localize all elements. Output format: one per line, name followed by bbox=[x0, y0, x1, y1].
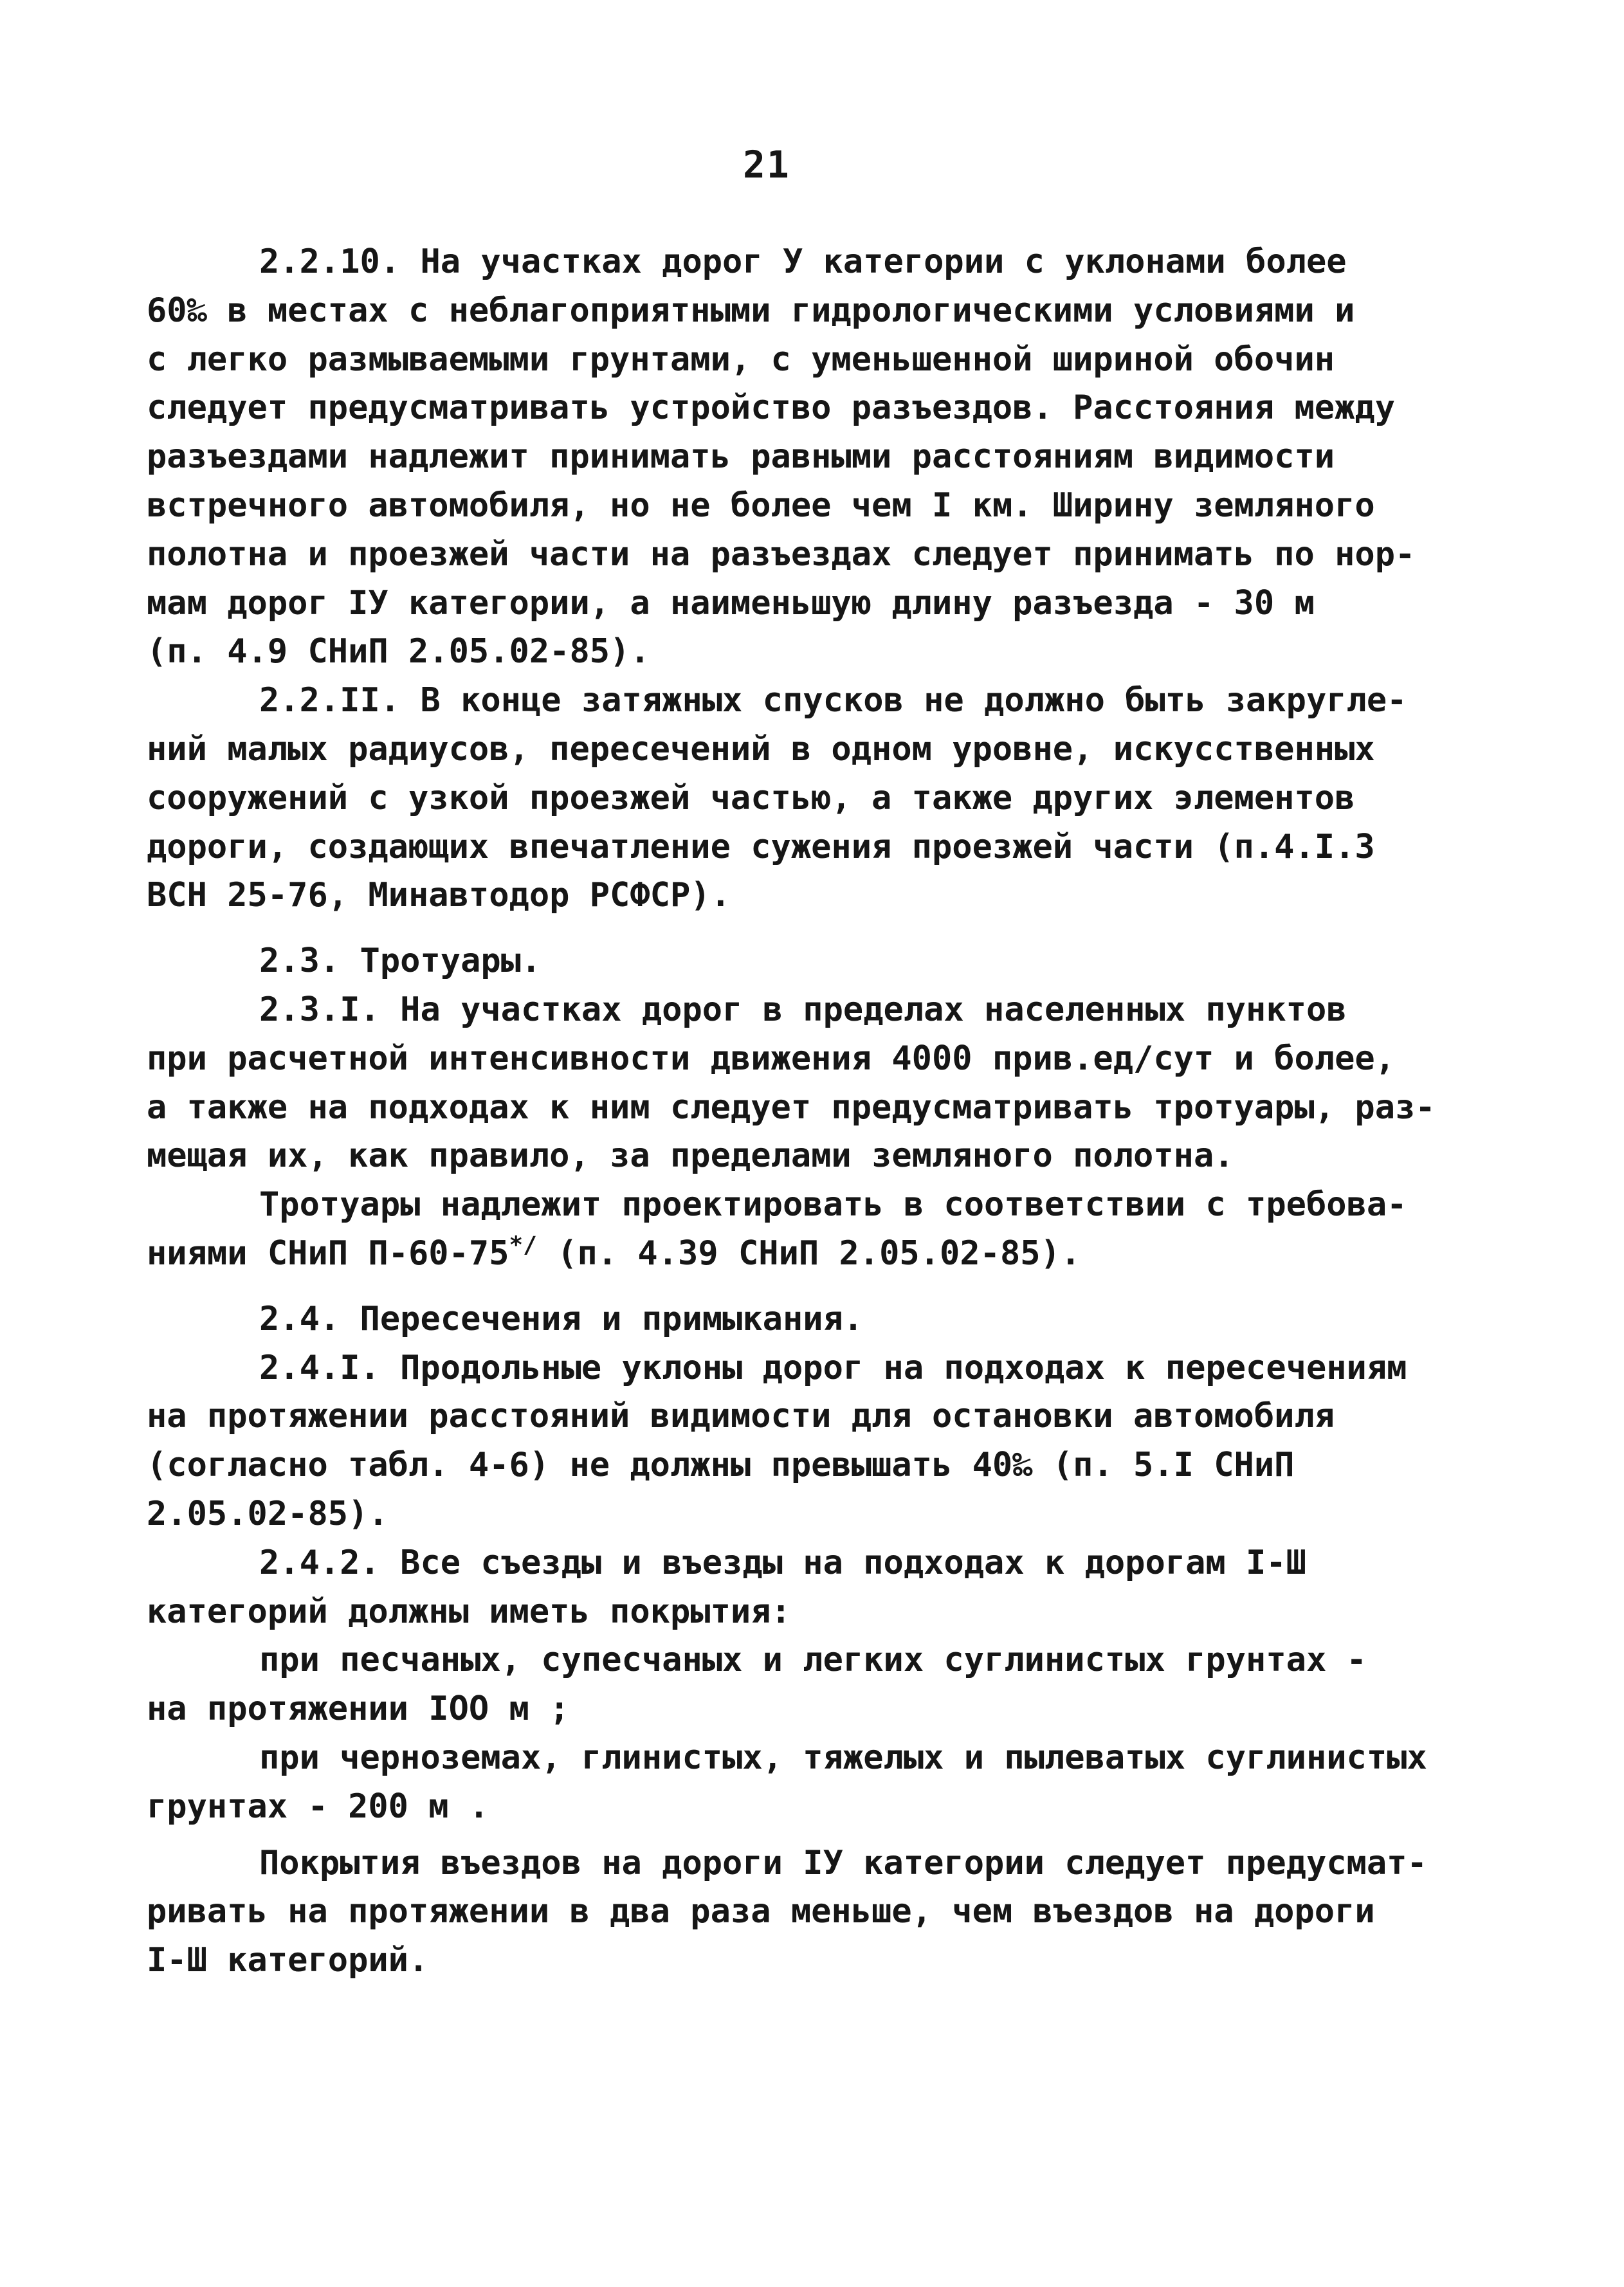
page-number: 21 bbox=[743, 143, 790, 187]
footnote-mark: */ bbox=[509, 1232, 537, 1259]
text-line: Тротуары надлежит проектировать в соответствии с требова- bbox=[259, 1185, 1407, 1225]
text-line: полотна и проезжей части на разъездах следует принимать по нор- bbox=[147, 534, 1416, 574]
text-line: 2.05.02-85). bbox=[147, 1494, 388, 1533]
text-line: при черноземах, глинистых, тяжелых и пылеватых суглинистых bbox=[259, 1738, 1427, 1777]
text-line: (согласно табл. 4-6) не должны превышать 40‰ (п. 5.I СНиП bbox=[147, 1446, 1295, 1485]
text-line: (п. 4.9 СНиП 2.05.02-85). bbox=[147, 632, 650, 671]
text-line: сооружений с узкой проезжей частью, а также других элементов bbox=[147, 778, 1355, 817]
text-line: 2.4.I. Продольные уклоны дорог на подходах к пересечениям bbox=[259, 1348, 1407, 1387]
section-heading: 2.4. Пересечения и примыкания. bbox=[259, 1299, 864, 1338]
text-line: мам дорог IУ категории, а наименьшую длину разъезда - 30 м bbox=[147, 583, 1315, 623]
text-line: встречного автомобиля, но не более чем I км. Ширину земляного bbox=[147, 486, 1375, 525]
text-fragment: ниями СНиП П-60-75 bbox=[147, 1234, 509, 1273]
text-line: 2.2.II. В конце затяжных спусков не должно быть закругле- bbox=[259, 681, 1407, 720]
text-line: грунтах - 200 м . bbox=[147, 1787, 489, 1826]
text-fragment: (п. 4.39 СНиП 2.05.02-85). bbox=[536, 1234, 1081, 1273]
section-heading: 2.3. Тротуары. bbox=[259, 942, 542, 981]
text-line: при расчетной интенсивности движения 4000 прив.ед/сут и более, bbox=[147, 1039, 1396, 1078]
text-line: дороги, создающих впечатление сужения проезжей части (п.4.I.3 bbox=[147, 827, 1375, 866]
text-line bbox=[147, 1230, 1420, 1279]
text-line: на протяжении IOO м ; bbox=[147, 1690, 570, 1729]
text-line: следует предусматривать устройство разъездов. Расстояния между bbox=[147, 388, 1396, 428]
text-line: ривать на протяжении в два раза меньше, чем въездов на дороги bbox=[147, 1892, 1375, 1931]
text-line: разъездами надлежит принимать равными расстояниям видимости bbox=[147, 437, 1335, 477]
text-line: ВСН 25-76, Минавтодор РСФСР). bbox=[147, 876, 731, 915]
text-line: при песчаных, супесчаных и легких суглинистых грунтах - bbox=[259, 1641, 1367, 1680]
text-line: на протяжении расстояний видимости для остановки автомобиля bbox=[147, 1397, 1335, 1436]
text-line: с легко размываемыми грунтами, с уменьшенной шириной обочин bbox=[147, 340, 1335, 379]
text-line: а также на подходах к ним следует предусматривать тротуары, раз- bbox=[147, 1088, 1436, 1127]
text-line: 2.4.2. Все съезды и въезды на подходах к дорогам I-Ш bbox=[259, 1543, 1306, 1582]
text-line: Покрытия въездов на дороги IУ категории следует предусмат- bbox=[259, 1843, 1427, 1882]
text-line: ний малых радиусов, пересечений в одном уровне, искусственных bbox=[147, 729, 1375, 769]
text-line: I-Ш категорий. bbox=[147, 1941, 429, 1980]
text-line: мещая их, как правило, за пределами земляного полотна. bbox=[147, 1136, 1234, 1176]
text-line: 60‰ в местах с неблагоприятными гидрологическими условиями и bbox=[147, 291, 1355, 330]
text-line: 2.3.I. На участках дорог в пределах населенных пунктов bbox=[259, 990, 1347, 1029]
text-line: 2.2.10. На участках дорог У категории с уклонами более bbox=[259, 242, 1347, 281]
body-text bbox=[147, 238, 1436, 1985]
text-line: категорий должны иметь покрытия: bbox=[147, 1592, 791, 1631]
